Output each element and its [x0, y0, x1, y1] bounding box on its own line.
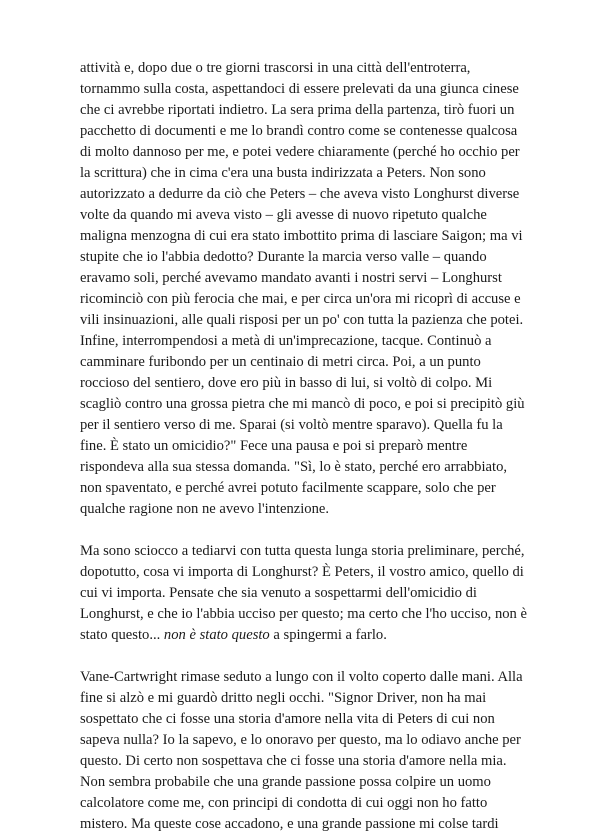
document-page	[80, 58, 528, 835]
paragraph-2	[80, 541, 528, 646]
paragraph-2-text-after: a spingermi a farlo.	[269, 627, 387, 643]
paragraph-2-text-before: Ma sono sciocco a tediarvi con tutta questa lunga storia preliminare, perché, dopotutto, cosa vi importa di Longhurst? È Peters, il vostro amico, quello di cui vi importa. Pensate che sia venuto a sospettarmi dell'omicidio di Longhurst, e che io l'abbia ucciso per questo; ma certo che l'ho ucciso, non è stato questo...	[80, 543, 527, 643]
paragraph-1: attività e, dopo due o tre giorni trascorsi in una città dell'entroterra, tornammo sulla costa, aspettandoci di essere prelevati da una giunca cinese che ci avrebbe riportati indietro. La sera prima della partenza, tirò fuori un pacchetto di documenti e me lo brandì contro come se contenesse qualcosa di molto dannoso per me, e potei vedere chiaramente (perché ho occhio per la scrittura) che in cima c'era una busta indirizzata a Peters. Non sono autorizzato a dedurre da ciò che Peters – che aveva visto Longhurst diverse volte da quando mi aveva visto – gli avesse di nuovo ripetuto qualche maligna menzogna di cui era stato imbottito prima di lasciare Saigon; ma vi stupite che io l'abbia dedotto? Durante la marcia verso valle – quando eravamo soli, perché avevamo mandato avanti i nostri servi – Longhurst ricominciò con più ferocia che mai, e per circa un'ora mi ricoprì di accuse e vili insinuazioni, alle quali risposi per un po' con tutta la pazienza che potei. Infine, interrompendosi a metà di un'imprecazione, tacque. Continuò a camminare furibondo per un centinaio di metri circa. Poi, a un punto roccioso del sentiero, dove ero più in basso di lui, si voltò di colpo. Mi scagliò contro una grossa pietra che mi mancò di poco, e poi si precipitò giù per il sentiero verso di me. Sparai (si voltò mentre sparavo). Quella fu la fine. È stato un omicidio?" Fece una pausa e poi si preparò mentre rispondeva alla sua stessa domanda. "Sì, lo è stato, perché ero arrabbiato, non spaventato, e perché avrei potuto facilmente scappare, solo che per qualche ragione non ne avevo l'intenzione.	[80, 60, 525, 517]
paragraph-2-italic-phrase: non è stato questo	[163, 627, 270, 643]
paragraph-3: Vane-Cartwright rimase seduto a lungo con il volto coperto dalle mani. Alla fine si alzò e mi guardò dritto negli occhi. "Signor Driver, non ha mai sospettato che ci fosse una storia d'amore nella vita di Peters di cui non sapeva nulla? Io la sapevo, e lo onoravo per questo, ma lo odiavo anche per questo. Di certo non sospettava che ci fosse una storia d'amore nella mia. Non sembra probabile che una grande passione possa colpire un uomo calcolatore come me, con principi di condotta di cui oggi non ho fatto mistero. Ma queste cose accadono, e una grande passione mi colse tardi	[80, 669, 523, 832]
